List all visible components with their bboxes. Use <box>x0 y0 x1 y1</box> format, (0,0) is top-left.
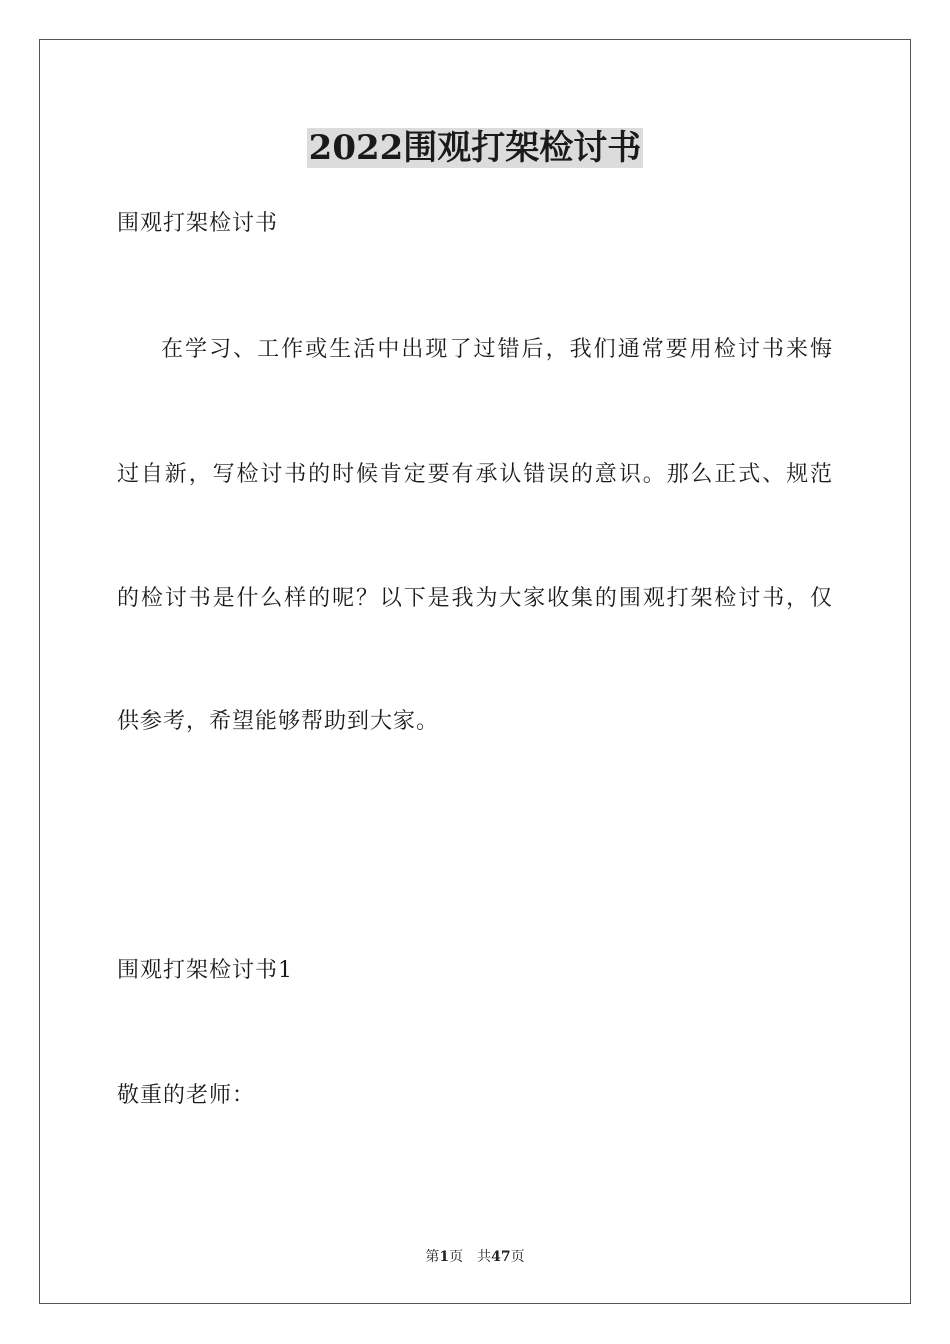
intro-line-2: 过自新，写检讨书的时候肯定要有承认错误的意识。那么正式、规范 <box>117 462 832 487</box>
salutation: 敬重的老师： <box>117 1083 256 1108</box>
document-title <box>0 122 950 174</box>
page-current: 1 <box>439 1249 450 1265</box>
page-total: 47 <box>491 1249 511 1265</box>
intro-line-4: 供参考，希望能够帮助到大家。 <box>117 709 440 734</box>
intro-line-1: 在学习、工作或生活中出现了过错后，我们通常要用检讨书来悔 <box>161 337 832 362</box>
total-suffix: 页 <box>510 1249 525 1265</box>
page-prefix: 第 <box>425 1249 440 1265</box>
intro-line-3: 的检讨书是什么样的呢？以下是我为大家收集的围观打架检讨书，仅 <box>117 586 832 611</box>
page-suffix: 页 <box>449 1249 464 1265</box>
document-title-text: 2022围观打架检讨书 <box>308 128 642 168</box>
page-footer <box>0 1247 950 1267</box>
section-heading: 围观打架检讨书1 <box>117 958 293 983</box>
document-subtitle: 围观打架检讨书 <box>117 211 279 236</box>
total-prefix: 共 <box>477 1249 492 1265</box>
